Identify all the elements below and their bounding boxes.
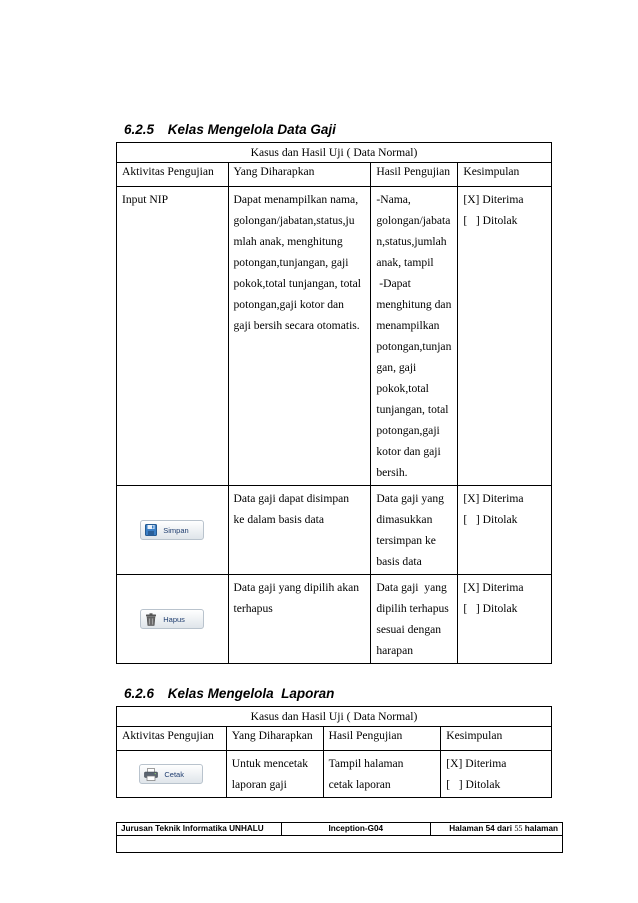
- rejected-option: [ ] Ditolak: [463, 602, 518, 615]
- section-title: Kelas Mengelola Laporan: [167, 686, 335, 701]
- table-title: Kasus dan Hasil Uji ( Data Normal): [117, 143, 552, 163]
- column-header: Aktivitas Pengujian: [117, 727, 227, 751]
- save-icon: [145, 524, 157, 536]
- text-line: terhapus: [233, 602, 273, 615]
- conclusion-cell: [458, 575, 552, 664]
- text-line: potongan,gaji: [376, 424, 440, 437]
- text-line: ke dalam basis data: [233, 513, 324, 526]
- text-line: golongan/jabatan,status,ju: [233, 214, 355, 227]
- expected-cell: [226, 751, 323, 798]
- text-line: Data gaji dapat disimpan: [233, 492, 350, 505]
- text-line: anak, tampil: [376, 256, 434, 269]
- button-label: Simpan: [163, 525, 189, 535]
- table-row: [117, 751, 552, 798]
- text-line: dimasukkan: [376, 513, 433, 526]
- text-line: cetak laporan: [328, 778, 391, 791]
- page-footer: [116, 822, 563, 852]
- text-line: potongan,tunjan: [376, 340, 452, 353]
- result-cell: [371, 486, 458, 575]
- table-row: [117, 187, 552, 486]
- text-line: mlah anak, menghitung: [233, 235, 343, 248]
- footer-page-info: [431, 823, 563, 836]
- test-table-data-gaji: [116, 142, 552, 664]
- text-line: Untuk mencetak: [231, 757, 309, 770]
- text-line: kotor dan gaji: [376, 445, 441, 458]
- column-header: Yang Diharapkan: [228, 163, 371, 187]
- column-header: Kesimpulan: [441, 727, 552, 751]
- trash-icon: [145, 613, 157, 626]
- text-line: sesuai dengan: [376, 623, 442, 636]
- column-header: Aktivitas Pengujian: [117, 163, 229, 187]
- hapus-button[interactable]: [140, 609, 204, 629]
- text-line: gan, gaji: [376, 361, 417, 374]
- table-row: [117, 486, 552, 575]
- button-label: Cetak: [164, 769, 184, 779]
- rejected-option: [ ] Ditolak: [446, 778, 501, 791]
- rejected-option: [ ] Ditolak: [463, 214, 518, 227]
- accepted-option: [X] Diterima: [463, 193, 524, 206]
- rejected-option: [ ] Ditolak: [463, 513, 518, 526]
- text-line: dipilih terhapus: [376, 602, 449, 615]
- simpan-button[interactable]: [140, 520, 204, 540]
- test-table-laporan: [116, 706, 552, 798]
- conclusion-cell: [441, 751, 552, 798]
- page-prefix: Halaman 54 dari: [449, 824, 513, 833]
- text-line: pokok,total: [376, 382, 429, 395]
- accepted-option: [X] Diterima: [446, 757, 507, 770]
- text-line: harapan: [376, 644, 414, 657]
- text-line: pokok,total tunjangan, total: [233, 277, 362, 290]
- text-line: -Dapat: [376, 277, 411, 290]
- text-line: golongan/jabata: [376, 214, 451, 227]
- column-header: Hasil Pengujian: [323, 727, 441, 751]
- section-number: 6.2.5: [124, 122, 155, 137]
- text-line: potongan,gaji kotor dan: [233, 298, 344, 311]
- text-line: Data gaji yang: [376, 581, 447, 594]
- page-total: 55: [514, 824, 523, 833]
- text-line: menghitung dan: [376, 298, 452, 311]
- activity-cell: [117, 575, 229, 664]
- section-title: Kelas Mengelola Data Gaji: [167, 122, 336, 137]
- footer-table: [116, 822, 563, 853]
- accepted-option: [X] Diterima: [463, 492, 524, 505]
- conclusion-cell: [458, 486, 552, 575]
- text-line: Data gaji yang: [376, 492, 444, 505]
- activity-cell: [117, 486, 229, 575]
- column-header: Kesimpulan: [458, 163, 552, 187]
- button-label: Hapus: [163, 614, 185, 624]
- table-title: Kasus dan Hasil Uji ( Data Normal): [117, 707, 552, 727]
- section-heading-626: [124, 686, 334, 701]
- text-line: potongan,tunjangan, gaji: [233, 256, 349, 269]
- text-line: n,status,jumlah: [376, 235, 447, 248]
- printer-icon: [144, 768, 158, 781]
- footer-department: Jurusan Teknik Informatika UNHALU: [117, 823, 282, 836]
- column-header: Yang Diharapkan: [226, 727, 323, 751]
- footer-document: Inception-G04: [281, 823, 431, 836]
- conclusion-cell: [458, 187, 552, 486]
- text-line: gaji bersih secara otomatis.: [233, 319, 360, 332]
- section-heading-625: [124, 122, 336, 137]
- result-cell: [371, 187, 458, 486]
- text-line: tersimpan ke: [376, 534, 436, 547]
- section-number: 6.2.6: [124, 686, 155, 701]
- text-line: menampilkan: [376, 319, 440, 332]
- expected-cell: [228, 486, 371, 575]
- text-line: basis data: [376, 555, 422, 568]
- activity-cell: [117, 751, 227, 798]
- text-line: -Nama,: [376, 193, 411, 206]
- page-suffix: halaman: [524, 824, 558, 833]
- text-line: Tampil halaman: [328, 757, 404, 770]
- text-line: bersih.: [376, 466, 408, 479]
- accepted-option: [X] Diterima: [463, 581, 524, 594]
- column-header: Hasil Pengujian: [371, 163, 458, 187]
- activity-cell: Input NIP: [117, 187, 229, 486]
- text-line: tunjangan, total: [376, 403, 449, 416]
- result-cell: [371, 575, 458, 664]
- text-line: Data gaji yang dipilih akan: [233, 581, 360, 594]
- text-line: Dapat menampilkan nama,: [233, 193, 359, 206]
- result-cell: [323, 751, 441, 798]
- footer-blank-row: [117, 836, 563, 853]
- table-row: [117, 575, 552, 664]
- cetak-button[interactable]: [139, 764, 203, 784]
- text-line: laporan gaji: [231, 778, 287, 791]
- expected-cell: [228, 187, 371, 486]
- expected-cell: [228, 575, 371, 664]
